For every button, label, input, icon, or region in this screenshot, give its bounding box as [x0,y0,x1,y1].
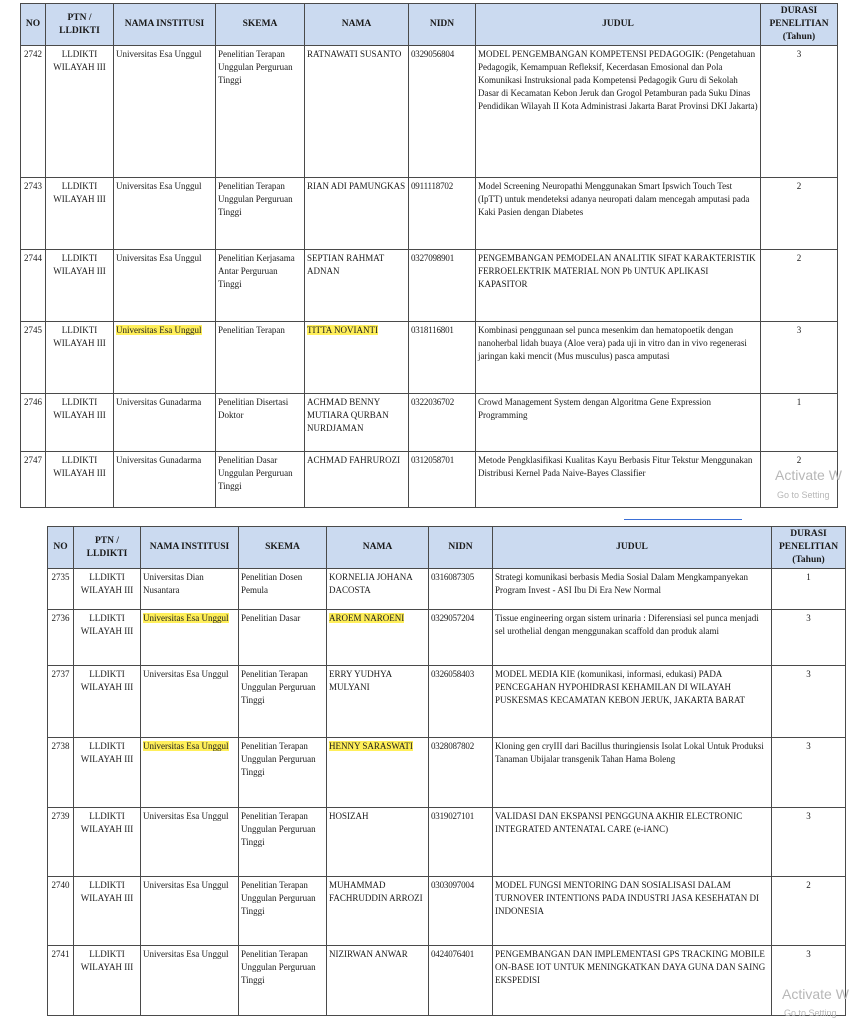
cell-nidn: 0329056804 [409,46,476,178]
header-nama: NAMA [327,527,429,569]
cell-institusi: Universitas Esa Unggul [141,946,239,1016]
cell-skema: Penelitian Terapan Unggulan Perguruan Tinggi [239,877,327,946]
cell-institusi: Universitas Gunadarma [114,452,216,508]
table-body [21,46,838,508]
cell-skema: Penelitian Terapan [216,322,305,394]
cell-nama: ERRY YUDHYA MULYANI [327,666,429,738]
cell-ptn: LLDIKTI WILAYAH III [74,738,141,808]
cell-nidn: 0312058701 [409,452,476,508]
table-row [48,808,846,877]
table-row [48,877,846,946]
cell-ptn: LLDIKTI WILAYAH III [74,666,141,738]
watermark-subtitle: Go to Setting [777,490,830,500]
cell-skema: Penelitian Dasar Unggulan Perguruan Tinggi [216,452,305,508]
cell-ptn: LLDIKTI WILAYAH III [46,322,114,394]
cell-judul: MODEL FUNGSI MENTORING DAN SOSIALISASI DALAM TURNOVER INTENTIONS PADA INDUSTRI JASA KESEHATAN DI INDONESIA [493,877,772,946]
highlighted-text: AROEM NAROENI [329,613,405,623]
cell-durasi: 3 [761,46,838,178]
cell-durasi: 1 [761,394,838,452]
cell-judul: VALIDASI DAN EKSPANSI PENGGUNA AKHIR ELECTRONIC INTEGRATED ANTENATAL CARE (e-iANC) [493,808,772,877]
cell-durasi: 2 [761,178,838,250]
header-judul: JUDUL [476,4,761,46]
cell-institusi [141,610,239,666]
cell-nama: RATNAWATI SUSANTO [305,46,409,178]
cell-no: 2739 [48,808,74,877]
cell-judul: Strategi komunikasi berbasis Media Sosial Dalam Mengkampanyekan Program Invest - ASI Ibu Di Era New Normal [493,569,772,610]
cell-nidn: 0329057204 [429,610,493,666]
cell-judul: Kombinasi penggunaan sel punca mesenkim dan hematopoetik dengan nanoherbal lidah buaya (Aloe vera) pada uji in vitro dan in vivo regenerasi jaringan kaki mencit (Mus musculus) pasca amputasi [476,322,761,394]
cell-no: 2737 [48,666,74,738]
cell-institusi [141,738,239,808]
cell-skema: Penelitian Terapan Unggulan Perguruan Tinggi [239,808,327,877]
cell-ptn: LLDIKTI WILAYAH III [46,178,114,250]
research-table [20,3,838,508]
cell-ptn: LLDIKTI WILAYAH III [74,808,141,877]
cell-durasi: 1 [772,569,846,610]
cell-durasi: 2 [761,452,838,508]
cell-durasi: 3 [772,946,846,1016]
cell-no: 2740 [48,877,74,946]
cell-nidn: 0319027101 [429,808,493,877]
header-institusi: NAMA INSTITUSI [114,4,216,46]
cell-nama: MUHAMMAD FACHRUDDIN ARROZI [327,877,429,946]
cell-skema: Penelitian Terapan Unggulan Perguruan Tinggi [239,666,327,738]
cell-nidn: 0328087802 [429,738,493,808]
cell-skema: Penelitian Terapan Unggulan Perguruan Tinggi [239,946,327,1016]
cell-nidn: 0303097004 [429,877,493,946]
header-no: NO [21,4,46,46]
cell-nama: NIZIRWAN ANWAR [327,946,429,1016]
cell-skema: Penelitian Dasar [239,610,327,666]
cell-institusi: Universitas Esa Unggul [141,666,239,738]
cell-nidn: 0318116801 [409,322,476,394]
cell-no: 2736 [48,610,74,666]
table-row [48,610,846,666]
cell-no: 2735 [48,569,74,610]
cell-durasi: 3 [772,808,846,877]
cell-institusi: Universitas Esa Unggul [114,46,216,178]
table-row [48,569,846,610]
highlighted-text: Universitas Esa Unggul [143,741,229,751]
table-row [21,250,838,322]
header-institusi: NAMA INSTITUSI [141,527,239,569]
cell-institusi: Universitas Esa Unggul [141,877,239,946]
highlighted-text: TITTA NOVIANTI [307,325,379,335]
cell-skema: Penelitian Kerjasama Antar Perguruan Tinggi [216,250,305,322]
research-table [47,526,846,1016]
table-body [48,569,846,1016]
research-table-bottom [47,526,845,1016]
header-nidn: NIDN [429,527,493,569]
table-row [21,46,838,178]
header-judul: JUDUL [493,527,772,569]
header-durasi: DURASI PENELITIAN (Tahun) [761,4,838,46]
header-row [48,527,846,569]
cell-nidn: 0424076401 [429,946,493,1016]
cell-durasi: 3 [772,738,846,808]
cell-nidn: 0316087305 [429,569,493,610]
header-durasi: DURASI PENELITIAN (Tahun) [772,527,846,569]
cell-institusi: Universitas Gunadarma [114,394,216,452]
cell-skema: Penelitian Terapan Unggulan Perguruan Tinggi [216,178,305,250]
cell-nama [327,738,429,808]
header-skema: SKEMA [239,527,327,569]
header-nidn: NIDN [409,4,476,46]
header-skema: SKEMA [216,4,305,46]
cell-judul: Crowd Management System dengan Algoritma Gene Expression Programming [476,394,761,452]
table-row [21,452,838,508]
cell-institusi: Universitas Esa Unggul [141,808,239,877]
watermark-title: Activate W [775,467,842,483]
highlighted-text: HENNY SARASWATI [329,741,413,751]
cell-no: 2744 [21,250,46,322]
cell-nama: SEPTIAN RAHMAT ADNAN [305,250,409,322]
highlighted-text: Universitas Esa Unggul [116,325,202,335]
cell-durasi: 3 [761,322,838,394]
cell-judul: Metode Pengklasifikasi Kualitas Kayu Berbasis Fitur Tekstur Menggunakan Distribusi Kernel Pada Naive-Bayes Classifier [476,452,761,508]
cell-durasi: 2 [761,250,838,322]
cell-ptn: LLDIKTI WILAYAH III [46,46,114,178]
table-row [48,666,846,738]
cell-no: 2743 [21,178,46,250]
header-row [21,4,838,46]
cell-institusi: Universitas Esa Unggul [114,250,216,322]
cell-judul: MODEL PENGEMBANGAN KOMPETENSI PEDAGOGIK: (Pengetahuan Pedagogik, Kemampuan Refleksif, Kecerdasan Emosional dan Pola Komunikasi Instruksional pada Kompetensi Pedagogik Guru di Sekolah Dasar di Kecamatan Kebon Jeruk dan Grogol Petamburan pada Suku Dinas Pendidikan Wilayah II Kota Administrasi Jakarta Barat Provinsi DKI Jakarta) [476,46,761,178]
table-row [21,178,838,250]
cell-institusi: Universitas Dian Nusantara [141,569,239,610]
table-row [21,322,838,394]
cell-ptn: LLDIKTI WILAYAH III [74,946,141,1016]
header-ptn: PTN / LLDIKTI [46,4,114,46]
cell-ptn: LLDIKTI WILAYAH III [74,877,141,946]
cell-durasi: 3 [772,610,846,666]
watermark-title: Activate W [782,986,849,1002]
cell-nama [327,610,429,666]
cell-judul: Kloning gen cryIII dari Bacillus thuringiensis Isolat Lokal Untuk Produksi Tanaman Ubijalar transgenik Tahan Hama Boleng [493,738,772,808]
cell-no: 2747 [21,452,46,508]
cell-judul: MODEL MEDIA KIE (komunikasi, informasi, edukasi) PADA PENCEGAHAN HYPOHIDRASI KEHAMILAN DI WILAYAH PUSKESMAS KECAMATAN KEBON JERUK, JAKARTA BARAT [493,666,772,738]
cell-nama: ACHMAD BENNY MUTIARA QURBAN NURDJAMAN [305,394,409,452]
cell-ptn: LLDIKTI WILAYAH III [46,452,114,508]
cell-no: 2746 [21,394,46,452]
cell-nama: RIAN ADI PAMUNGKAS [305,178,409,250]
cell-no: 2745 [21,322,46,394]
cell-judul: PENGEMBANGAN DAN IMPLEMENTASI GPS TRACKING MOBILE ON-BASE IOT UNTUK MENINGKATKAN DAYA GUNA DAN SAING EKSPEDISI [493,946,772,1016]
cell-skema: Penelitian Dosen Pemula [239,569,327,610]
cell-nama [305,322,409,394]
cell-ptn: LLDIKTI WILAYAH III [74,610,141,666]
header-no: NO [48,527,74,569]
cell-nidn: 0327098901 [409,250,476,322]
highlighted-text: Universitas Esa Unggul [143,613,229,623]
cell-nama: HOSIZAH [327,808,429,877]
table-row [48,946,846,1016]
cell-nidn: 0322036702 [409,394,476,452]
cell-judul: PENGEMBANGAN PEMODELAN ANALITIK SIFAT KARAKTERISTIK FERROELEKTRIK MATERIAL NON Pb UNTUK APLIKASI KAPASITOR [476,250,761,322]
cell-skema: Penelitian Terapan Unggulan Perguruan Tinggi [239,738,327,808]
cell-judul: Model Screening Neuropathi Menggunakan Smart Ipswich Touch Test (IpTT) untuk mendeteksi adanya neuropati dalam mencegah amputasi pada Kaki Pasien dengan Diabetes [476,178,761,250]
cell-skema: Penelitian Terapan Unggulan Perguruan Tinggi [216,46,305,178]
table-row [48,738,846,808]
cell-institusi [114,322,216,394]
cell-no: 2741 [48,946,74,1016]
cell-ptn: LLDIKTI WILAYAH III [46,250,114,322]
watermark-subtitle: Go to Setting [784,1008,837,1018]
cell-skema: Penelitian Disertasi Doktor [216,394,305,452]
cell-institusi: Universitas Esa Unggul [114,178,216,250]
cell-durasi: 2 [772,877,846,946]
cell-nidn: 0326058403 [429,666,493,738]
cell-no: 2742 [21,46,46,178]
cell-ptn: LLDIKTI WILAYAH III [46,394,114,452]
cell-nama: ACHMAD FAHRUROZI [305,452,409,508]
cell-judul: Tissue engineering organ sistem urinaria : Diferensiasi sel punca menjadi sel urothelial dengan menggunakan scaffold dan produk alami [493,610,772,666]
cell-nama: KORNELIA JOHANA DACOSTA [327,569,429,610]
research-table-top [20,3,837,511]
cell-ptn: LLDIKTI WILAYAH III [74,569,141,610]
header-nama: NAMA [305,4,409,46]
divider-line [624,519,742,520]
table-row [21,394,838,452]
cell-no: 2738 [48,738,74,808]
cell-nidn: 0911118702 [409,178,476,250]
header-ptn: PTN / LLDIKTI [74,527,141,569]
cell-durasi: 3 [772,666,846,738]
